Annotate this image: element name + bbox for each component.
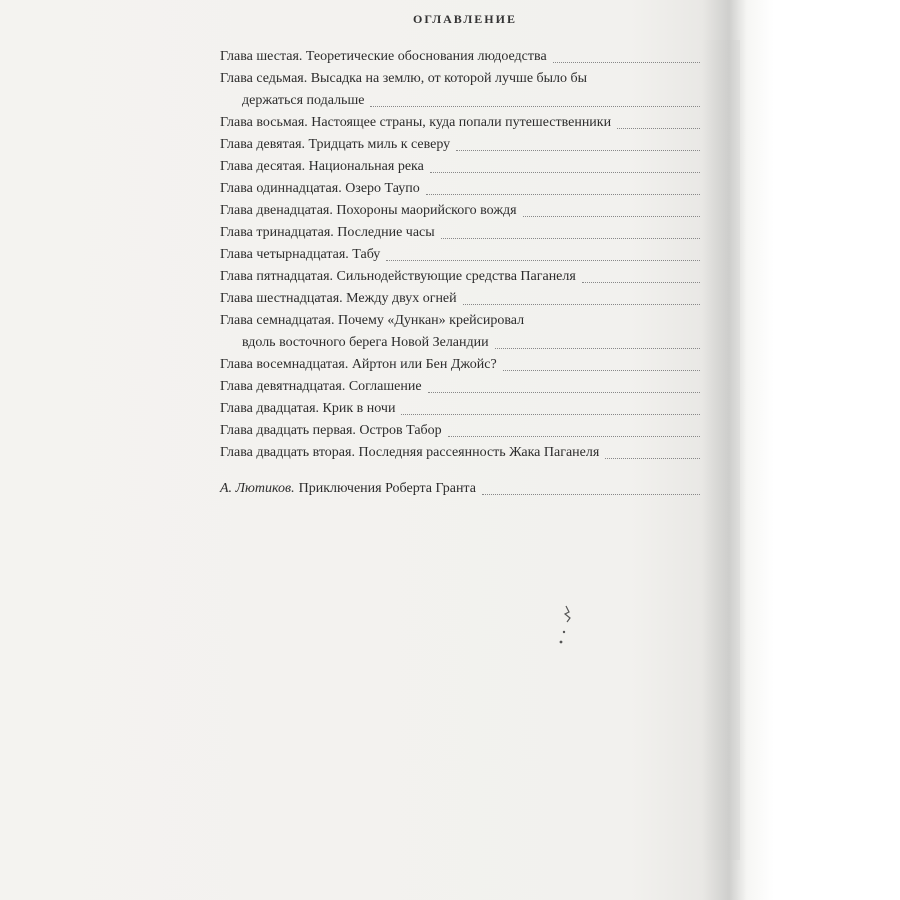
dot-leader <box>401 398 700 415</box>
toc-entry-21 <box>220 420 700 442</box>
ink-speck <box>558 604 578 650</box>
toc-entry-title-line1: Глава семнадцатая. Почему «Дункан» крейсировал <box>220 313 525 328</box>
toc-entry-title: Глава шестнадцатая. Между двух огней <box>220 291 457 306</box>
toc-entry-title-line2: держаться подальше <box>242 93 365 108</box>
toc-entry-9 <box>220 134 700 156</box>
page-title: ОГЛАВЛЕНИЕ <box>413 12 517 26</box>
toc-entry-20 <box>220 398 700 420</box>
toc-entry-title: Глава десятая. Национальная река <box>220 159 424 174</box>
toc-entry-15 <box>220 266 700 288</box>
toc-entry-17 <box>220 310 700 354</box>
dot-leader <box>482 478 700 495</box>
toc-entry-14 <box>220 244 700 266</box>
toc-entry-title: Глава пятнадцатая. Сильнодействующие средства Паганеля <box>220 269 576 284</box>
toc-entry-12 <box>220 200 700 222</box>
toc-entry-7 <box>220 68 700 112</box>
dot-leader <box>386 244 700 261</box>
dot-leader <box>617 112 700 129</box>
afterword-title: Приключения Роберта Гранта <box>298 481 476 496</box>
toc-entry-16 <box>220 288 700 310</box>
dot-leader <box>448 420 700 437</box>
dot-leader <box>441 222 700 239</box>
toc-entry-title: Глава девятнадцатая. Соглашение <box>220 379 422 394</box>
dot-leader <box>428 376 700 393</box>
page-edge-shadow <box>700 40 740 860</box>
dot-leader <box>605 442 700 459</box>
dot-leader <box>463 288 700 305</box>
afterword-author: А. Лютиков. <box>220 481 295 496</box>
dot-leader <box>582 266 700 283</box>
toc-entry-10 <box>220 156 700 178</box>
toc-entry-6 <box>220 46 700 68</box>
toc-entry-title: Глава девятая. Тридцать миль к северу <box>220 137 451 152</box>
section-spacer <box>220 464 700 478</box>
dot-leader <box>456 134 700 151</box>
toc-entry-title: Глава двенадцатая. Похороны маорийского вождя <box>220 203 517 218</box>
toc-entry-13 <box>220 222 700 244</box>
toc-entry-19 <box>220 376 700 398</box>
toc-entry-11 <box>220 178 700 200</box>
table-of-contents <box>220 46 700 500</box>
toc-entry-title: Глава двадцать вторая. Последняя рассеянность Жака Паганеля <box>220 445 600 460</box>
toc-entry-title <box>220 478 476 500</box>
toc-entry-title: Глава двадцать первая. Остров Табор <box>220 423 442 438</box>
dot-leader <box>503 354 700 371</box>
toc-entry-title: Глава одиннадцатая. Озеро Таупо <box>220 181 420 196</box>
toc-entry-title: Глава тринадцатая. Последние часы <box>220 225 435 240</box>
dot-leader <box>495 332 700 349</box>
toc-entry-18 <box>220 354 700 376</box>
toc-entry-title: Глава четырнадцатая. Табу <box>220 247 381 262</box>
toc-entry-title-line2: вдоль восточного берега Новой Зеландии <box>242 335 489 350</box>
dot-leader <box>370 90 700 107</box>
toc-entry-22 <box>220 442 700 464</box>
dot-leader <box>426 178 700 195</box>
toc-entry-title: Глава шестая. Теоретические обоснования людоедства <box>220 49 547 64</box>
toc-entry-title: Глава восьмая. Настоящее страны, куда попали путешественники <box>220 115 612 130</box>
dot-leader <box>553 46 700 63</box>
toc-entry-title: Глава двадцатая. Крик в ночи <box>220 401 396 416</box>
dot-leader <box>523 200 700 217</box>
dot-leader <box>430 156 700 173</box>
toc-entry-title-line1: Глава седьмая. Высадка на землю, от которой лучше было бы <box>220 71 588 86</box>
toc-entry-afterword <box>220 478 700 500</box>
toc-entry-8 <box>220 112 700 134</box>
toc-entry-title: Глава восемнадцатая. Айртон или Бен Джойс? <box>220 357 497 372</box>
